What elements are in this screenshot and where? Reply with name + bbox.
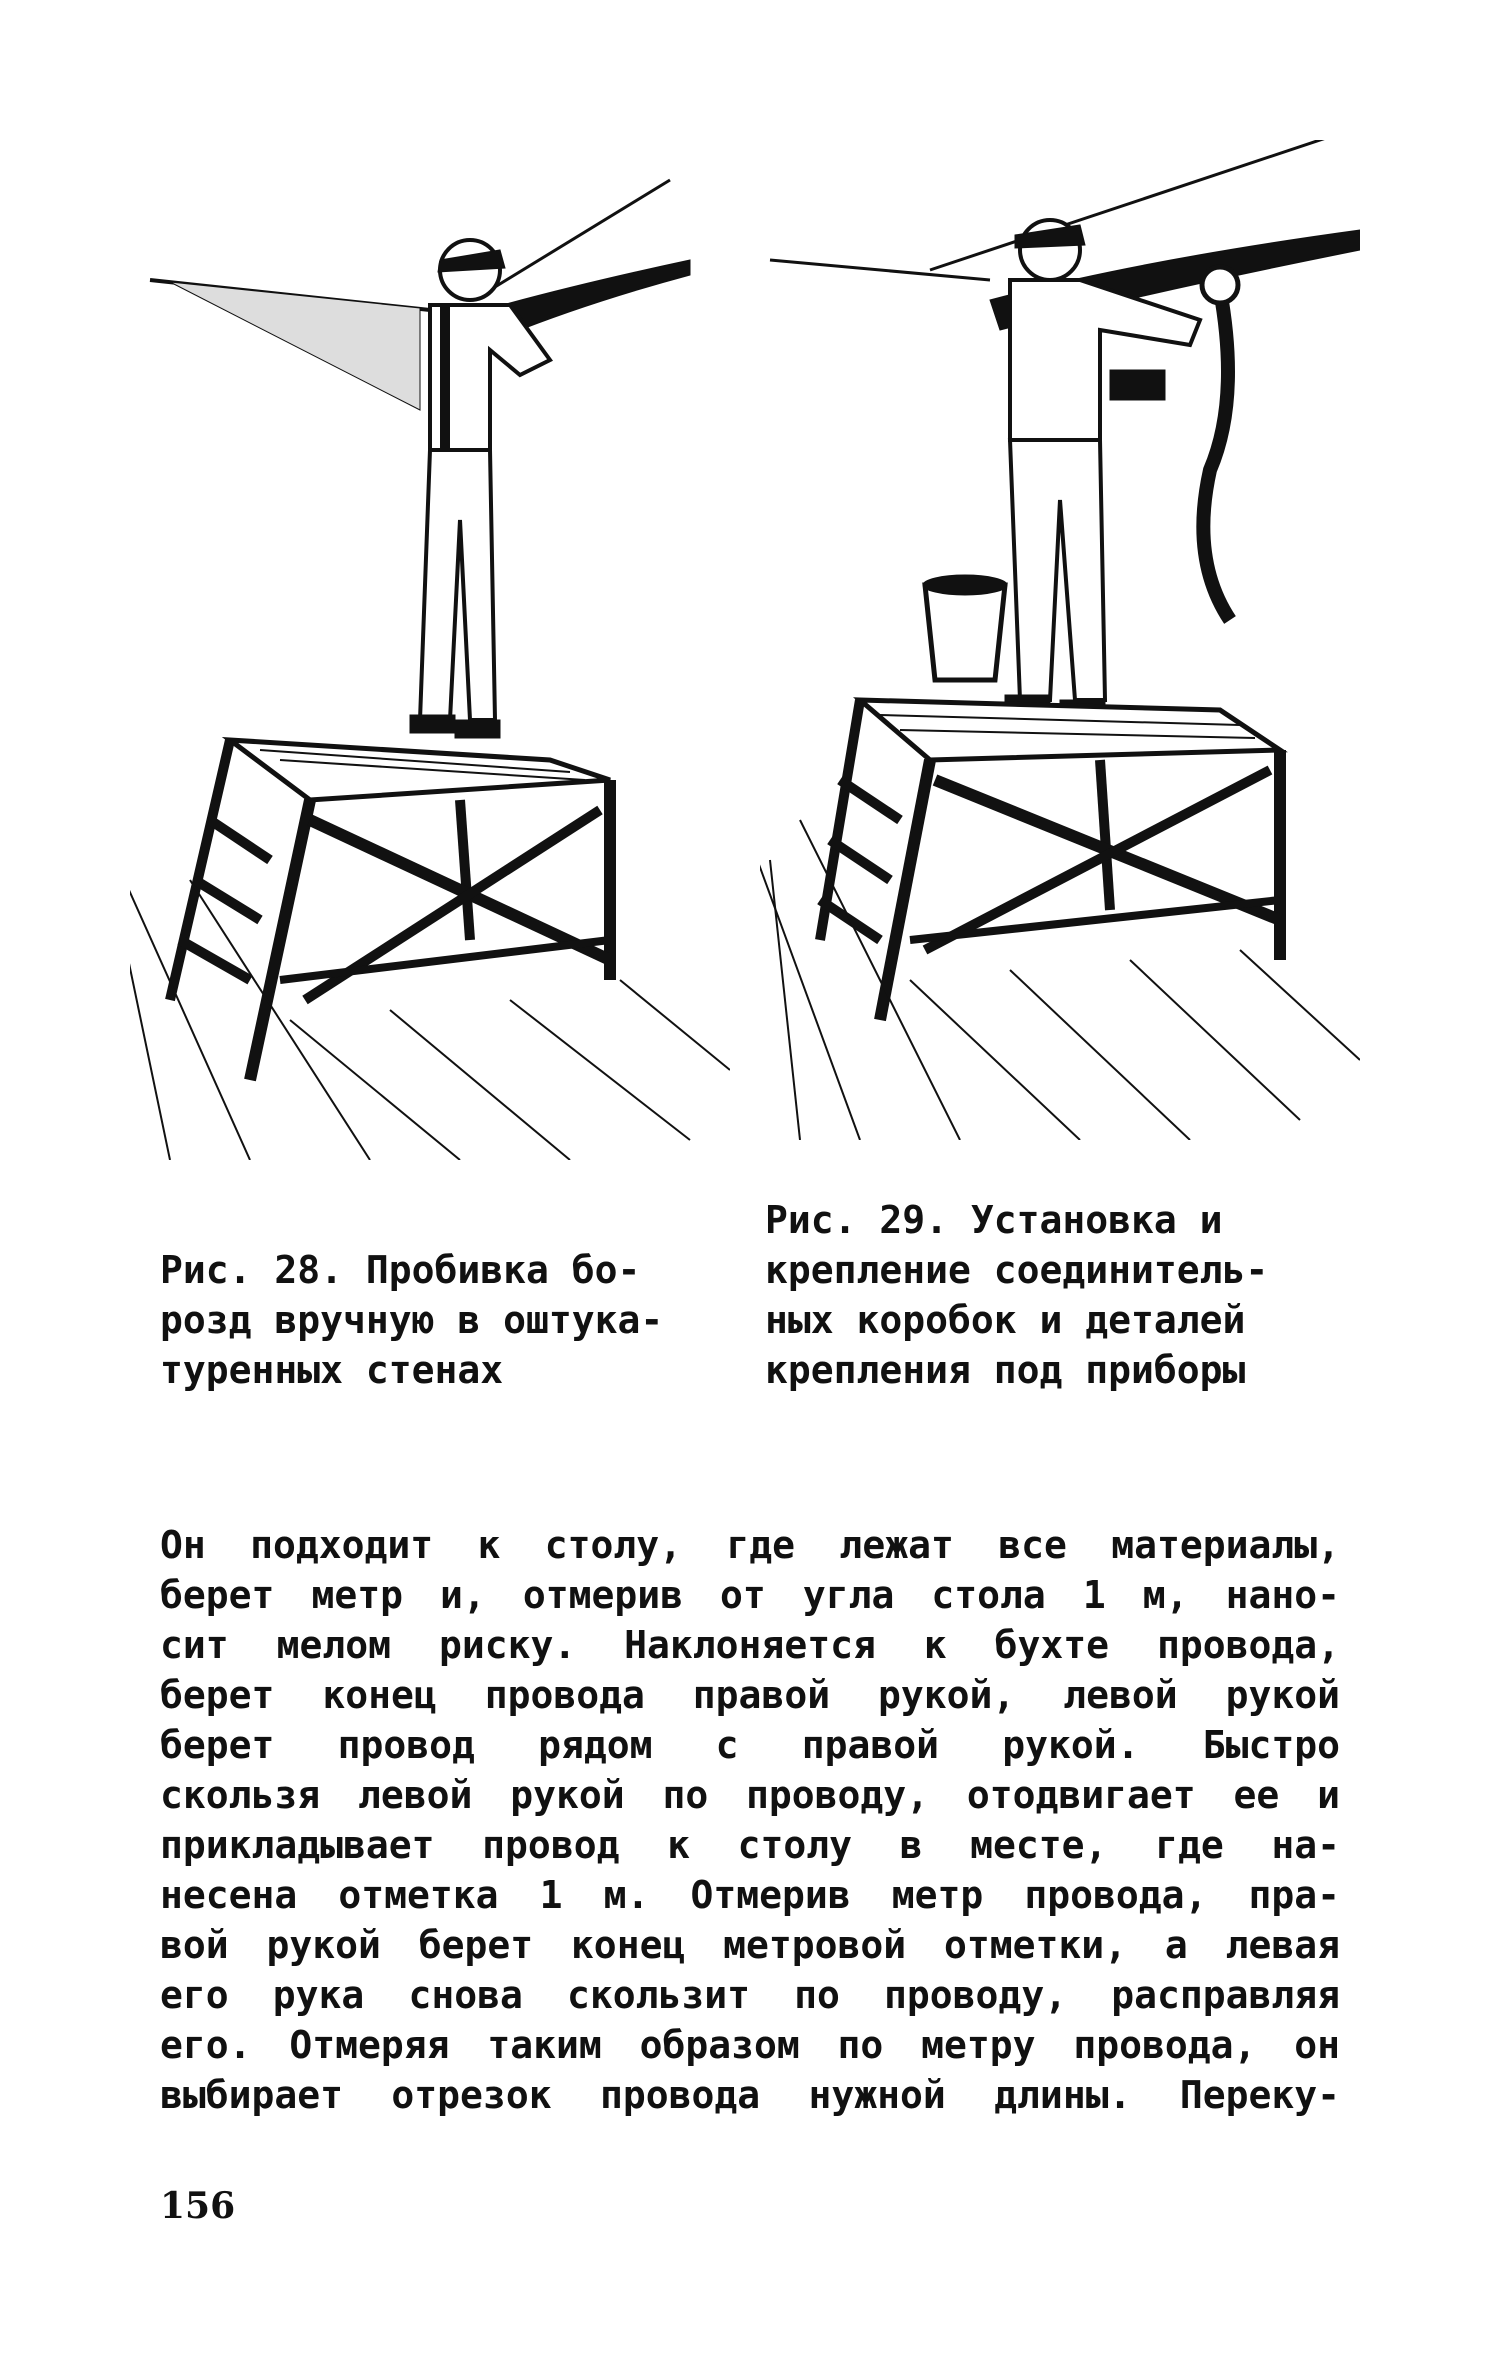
page-number: 156: [160, 2185, 236, 2227]
text-line: выбирает отрезок провода нужной длины. Переку-: [160, 2073, 1340, 2117]
text-line: вой рукой берет конец метровой отметки, а левая: [160, 1923, 1340, 1967]
figure-28-illustration: [130, 160, 730, 1160]
figure-28-caption: [160, 1245, 690, 1395]
caption-line: туренных стенах: [160, 1348, 504, 1392]
text-line: берет метр и, отмерив от угла стола 1 м, нано-: [160, 1573, 1340, 1617]
text-line: его рука снова скользит по проводу, расправляя: [160, 1973, 1340, 2017]
caption-line: Рис. 29. Установка и: [765, 1198, 1223, 1242]
caption-line: крепление соединитель-: [765, 1248, 1269, 1292]
text-line: прикладывает провод к столу в месте, где на-: [160, 1823, 1340, 1867]
figure-29-drawing: [760, 140, 1360, 1140]
caption-line: ных коробок и деталей: [765, 1298, 1246, 1342]
caption-line: розд вручную в оштука-: [160, 1298, 664, 1342]
figure-28-drawing: [130, 160, 730, 1160]
caption-line: крепления под приборы: [765, 1348, 1246, 1392]
text-line: скользя левой рукой по проводу, отодвигает ее и: [160, 1773, 1340, 1817]
text-line: Он подходит к столу, где лежат все материалы,: [160, 1523, 1340, 1567]
text-line: берет конец провода правой рукой, левой рукой: [160, 1673, 1340, 1717]
caption-line: Рис. 28. Пробивка бо-: [160, 1248, 641, 1292]
text-line: его. Отмеряя таким образом по метру провода, он: [160, 2023, 1340, 2067]
text-line: сит мелом риску. Наклоняется к бухте провода,: [160, 1623, 1340, 1667]
body-paragraph: [160, 1520, 1340, 2120]
figure-29-illustration: [760, 140, 1360, 1140]
text-line: берет провод рядом с правой рукой. Быстро: [160, 1723, 1340, 1767]
figure-29-caption: [765, 1195, 1345, 1395]
text-line: несена отметка 1 м. Отмерив метр провода, пра-: [160, 1873, 1340, 1917]
